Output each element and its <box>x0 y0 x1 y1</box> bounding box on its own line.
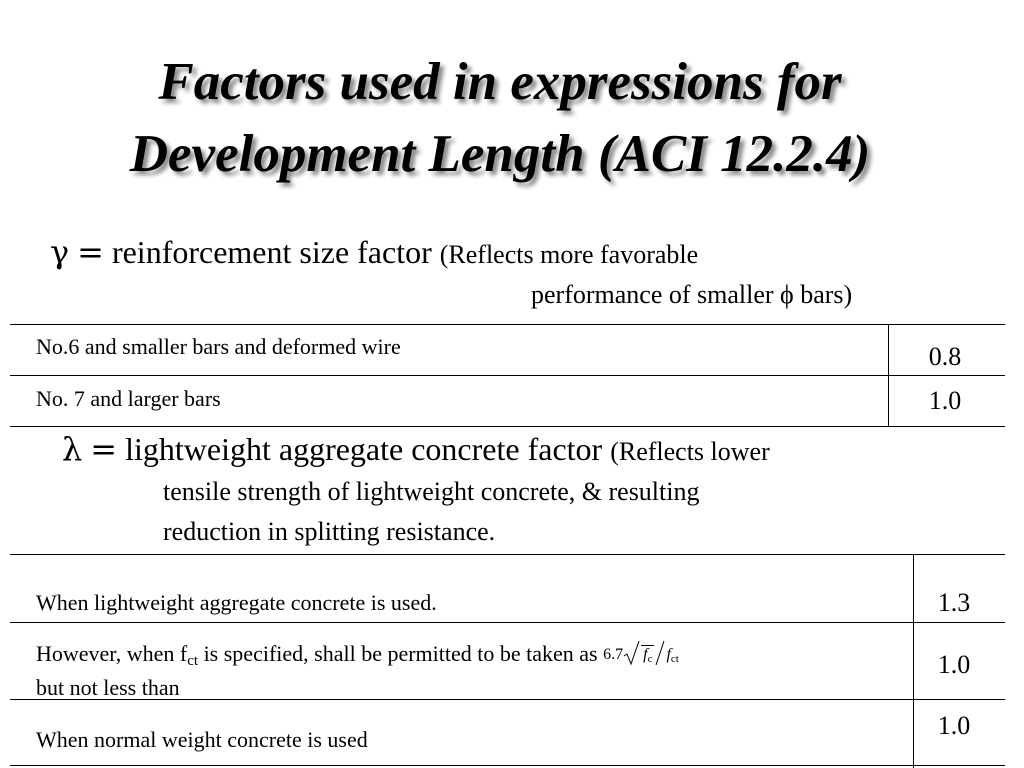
lambda-note-line-3: reduction in splitting resistance. <box>163 517 496 546</box>
lambda-row-3-value: 1.0 <box>937 711 971 740</box>
lambda-row-2-subscript: ct <box>187 653 199 669</box>
table-rule <box>10 622 1005 623</box>
lambda-row-2-label-line-2: but not less than <box>36 675 180 700</box>
gamma-row-1-value: 0.8 <box>928 342 962 371</box>
gamma-row-2-label: No. 7 and larger bars <box>36 386 221 411</box>
lambda-row-1-label: When lightweight aggregate concrete is used. <box>36 590 437 615</box>
gamma-row-1-label: No.6 and smaller bars and deformed wire <box>36 334 401 359</box>
lambda-symbol: λ <box>62 430 83 468</box>
table-rule <box>10 765 1005 766</box>
table-column-divider <box>888 324 889 426</box>
square-root-icon <box>623 640 641 666</box>
gamma-symbol: γ <box>50 233 70 271</box>
gamma-note-line-2: performance of smaller ϕ bars) <box>531 280 853 309</box>
lambda-note-line-2: tensile strength of lightweight concrete, & resulting <box>163 477 700 506</box>
table-rule <box>10 324 1005 325</box>
formula-f-denominator: f <box>666 646 671 663</box>
gamma-row-2-value: 1.0 <box>928 386 962 415</box>
lambda-row-1-value: 1.3 <box>937 588 971 617</box>
gamma-note-line-1: (Reflects more favorable <box>439 240 699 269</box>
lambda-row-2-text-part-1: However, when f <box>36 641 188 666</box>
formula-ct-subscript: ct <box>670 653 679 665</box>
title-line-1: Factors used in expressions for <box>158 53 842 111</box>
table-rule <box>10 426 1005 427</box>
divide-slash-icon <box>654 640 666 666</box>
gamma-equals: = <box>77 233 104 271</box>
lambda-note-line-1: (Reflects lower <box>610 437 770 466</box>
formula-f: f <box>643 646 648 663</box>
table-rule <box>10 554 1005 555</box>
lambda-equals: = <box>90 430 118 468</box>
gamma-heading-text: reinforcement size factor <box>111 234 432 270</box>
lambda-row-2-text-part-2: is specified, shall be permitted to be taken as <box>198 641 598 666</box>
table-rule <box>10 375 1005 376</box>
title-line-2: Development Length (ACI 12.2.4) <box>129 125 871 183</box>
lambda-heading-text: lightweight aggregate concrete factor <box>125 431 603 467</box>
lambda-row-2-label <box>36 640 679 667</box>
page-title <box>0 46 1000 190</box>
lambda-row-3-label: When normal weight concrete is used <box>36 727 368 752</box>
lambda-formula <box>603 646 679 663</box>
lambda-heading <box>62 430 770 468</box>
gamma-heading <box>50 233 698 271</box>
lambda-row-2-value: 1.0 <box>937 650 971 679</box>
formula-c-subscript: c <box>647 653 653 665</box>
formula-coefficient: 6.7 <box>603 646 624 663</box>
